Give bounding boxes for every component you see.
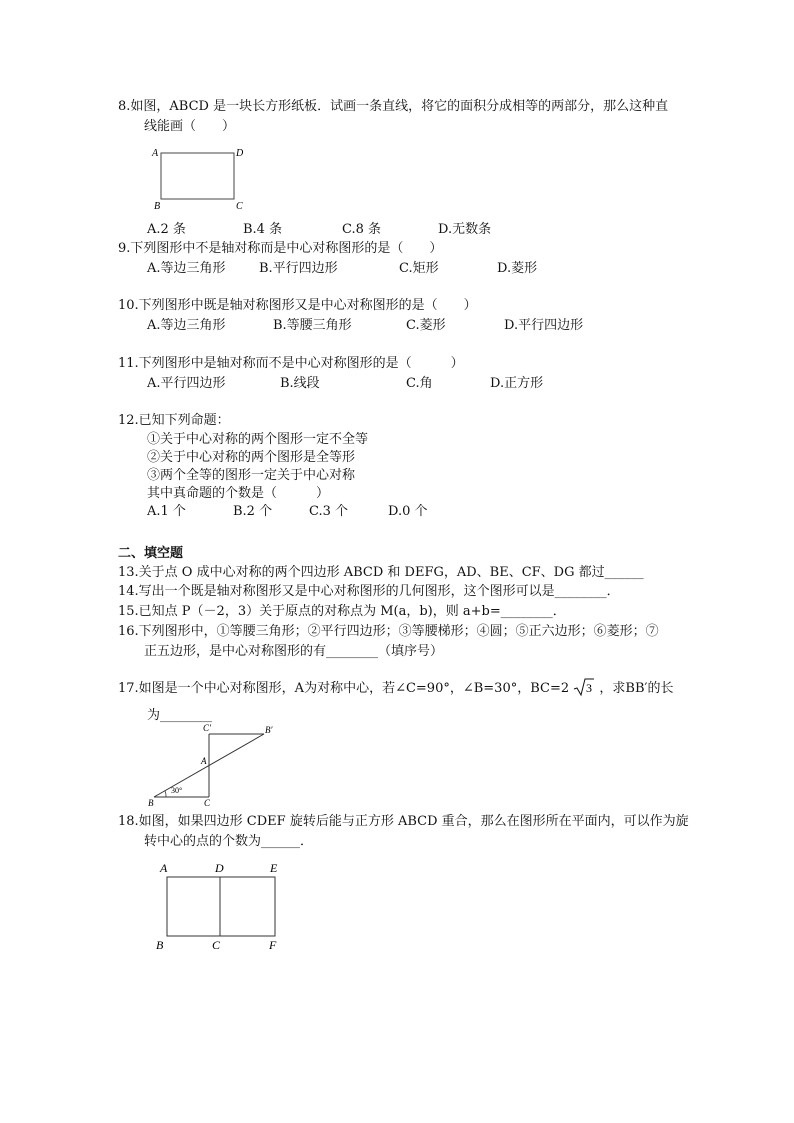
q8-label-a: A <box>152 148 159 159</box>
q12-option-b: B.2 个 <box>233 504 273 519</box>
q12-item-2: ②关于中心对称的两个图形是全等形 <box>147 450 356 465</box>
q11-option-b: B.线段 <box>280 376 320 391</box>
q12-question: 其中真命题的个数是（ ） <box>147 486 330 501</box>
q13-text: 13.关于点 O 成中心对称的两个四边形 ABCD 和 DEFG，AD、BE、CF、DG 都过______ <box>118 565 644 580</box>
q17-label-b: B <box>148 798 154 808</box>
q17-angle-label: 30° <box>171 786 183 795</box>
q11-option-d: D.正方形 <box>490 376 544 391</box>
q14-text: 14.写出一个既是轴对称图形又是中心对称图形的几何图形，这个图形可以是________． <box>118 584 620 599</box>
section-heading-fill-in: 二、填空题 <box>118 546 184 561</box>
q16-line1: 16.下列图形中，①等腰三角形；②平行四边形；③等腰梯形；④圆；⑤正六边形；⑥菱形；⑦ <box>118 624 659 639</box>
q17-text-before: 17.如图是一个中心对称图形，A为对称中心，若∠C=90°，∠B=30°，BC=2 <box>118 681 570 696</box>
q18-squares-figure <box>150 856 290 952</box>
q18-label-a: A <box>160 861 168 875</box>
q11-option-a: A.平行四边形 <box>147 376 226 391</box>
radical-sign-icon <box>573 677 595 697</box>
q12-item-3: ③两个全等的图形一定关于中心对称 <box>147 468 356 483</box>
q8-label-b: B <box>154 201 161 211</box>
q17-text-after: ，求BB′的长 <box>599 681 674 696</box>
q18-label-c: C <box>212 938 221 952</box>
q17-label-c-prime: C′ <box>203 723 211 733</box>
q9-option-a: A.等边三角形 <box>147 261 226 276</box>
q10-option-a: A.等边三角形 <box>147 318 226 333</box>
q12-item-1: ①关于中心对称的两个图形一定不全等 <box>147 432 369 447</box>
q18-label-d: D <box>215 861 224 875</box>
q12-option-d: D.0 个 <box>388 504 428 519</box>
q17-label-b-prime: B′ <box>265 725 273 735</box>
q18-line2: 转中心的点的个数为______． <box>144 834 314 849</box>
q8-rectangle-figure <box>150 145 250 211</box>
q12-option-c: C.3 个 <box>309 504 349 519</box>
q17-sqrt-value: 3 <box>586 681 593 695</box>
q15-text: 15.已知点 P（－2，3）关于原点的对称点为 M(a，b)，则 a+b=________． <box>118 604 566 619</box>
q8-option-b: B.4 条 <box>243 222 283 237</box>
q9-option-c: C.矩形 <box>399 261 439 276</box>
q10-option-d: D.平行四边形 <box>504 318 584 333</box>
q11-option-c: C.角 <box>406 376 433 391</box>
q16-line2: 正五边形，是中心对称图形的有________（填序号） <box>144 644 444 659</box>
q8-label-d: D <box>236 148 244 159</box>
q9-option-d: D.菱形 <box>497 261 538 276</box>
q17-label-c: C <box>204 798 211 808</box>
q17-line2: 为________ <box>147 708 213 723</box>
q11-text: 11.下列图形中是轴对称而不是中心对称图形的是（ ） <box>118 356 464 371</box>
q9-option-b: B.平行四边形 <box>259 261 338 276</box>
q8-line2: 线能画（ ） <box>144 119 236 134</box>
q12-text: 12.已知下列命题： <box>118 413 230 428</box>
q9-text: 9.下列图形中不是轴对称而是中心对称图形的是（ ） <box>118 241 443 256</box>
q8-line1: 8.如图，ABCD 是一块长方形纸板．试画一条直线，将它的面积分成相等的两部分，那么这种直 <box>118 99 669 114</box>
q18-label-f: F <box>269 938 277 952</box>
q18-label-b: B <box>156 938 164 952</box>
q8-label-c: C <box>236 201 243 211</box>
q17-triangle-figure <box>145 720 285 810</box>
q17-sqrt <box>573 677 595 698</box>
q10-option-c: C.菱形 <box>406 318 446 333</box>
q18-line1: 18.如图，如果四边形 CDEF 旋转后能与正方形 ABCD 重合，那么在图形所在平面内，可以作为旋 <box>118 814 689 829</box>
q8-option-c: C.8 条 <box>342 222 382 237</box>
q17-label-a: A <box>201 756 207 766</box>
q8-option-a: A.2 条 <box>147 222 186 237</box>
q8-option-d: D.无数条 <box>438 222 492 237</box>
q18-label-e: E <box>270 861 278 875</box>
q10-text: 10.下列图形中既是轴对称图形又是中心对称图形的是（ ） <box>118 298 477 313</box>
q17-text <box>118 677 673 698</box>
q12-option-a: A.1 个 <box>147 504 186 519</box>
q10-option-b: B.等腰三角形 <box>273 318 352 333</box>
